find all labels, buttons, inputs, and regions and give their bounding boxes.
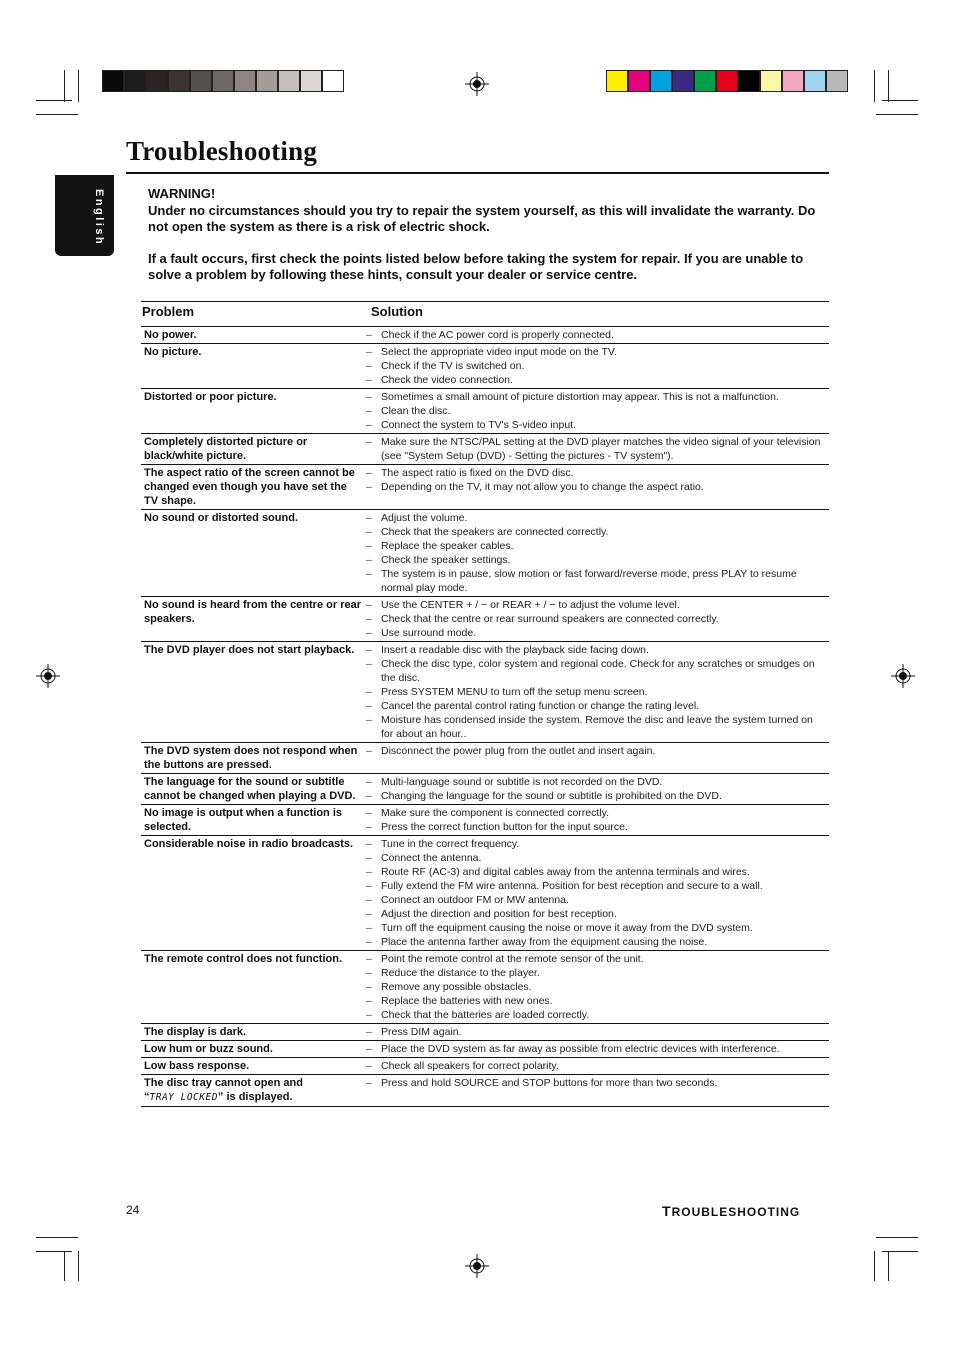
table-row (141, 642, 829, 743)
color-swatch (628, 70, 650, 92)
table-row (141, 510, 829, 597)
solution-text: Check the video connection. (381, 374, 513, 386)
solution-cell (362, 345, 829, 387)
dash-bullet-icon: – (366, 852, 372, 864)
dash-bullet-icon: – (366, 908, 372, 920)
color-swatch (650, 70, 672, 92)
solution-text: Disconnect the power plug from the outlet and insert again. (381, 745, 656, 757)
problem-cell: The language for the sound or subtitle cannot be changed when playing a DVD. (144, 776, 356, 802)
solution-item (366, 435, 829, 463)
solution-text: Tune in the correct frequency. (381, 838, 520, 850)
solution-text: Sometimes a small amount of picture distortion may appear. This is not a malfunction. (381, 391, 779, 403)
solution-text: Use the CENTER + / − or REAR + / − to adjust the volume level. (381, 599, 680, 611)
color-swatch (102, 70, 124, 92)
color-swatch (256, 70, 278, 92)
title-rule (126, 172, 829, 174)
solution-item (366, 553, 829, 567)
dash-bullet-icon: – (366, 967, 372, 979)
solution-item (366, 626, 829, 640)
warning-heading: WARNING! (148, 186, 216, 201)
table-row (141, 1058, 829, 1075)
solution-item (366, 373, 829, 387)
dash-bullet-icon: – (366, 627, 372, 639)
solution-cell (362, 466, 829, 508)
table-row (141, 344, 829, 389)
solution-item (366, 612, 829, 626)
color-swatch (212, 70, 234, 92)
solution-item (366, 525, 829, 539)
solution-cell (362, 952, 829, 1022)
problem-cell: The DVD player does not start playback. (144, 644, 355, 656)
dash-bullet-icon: – (366, 1043, 372, 1055)
crop-mark (36, 1237, 78, 1238)
table-row (141, 1075, 829, 1107)
dash-bullet-icon: – (366, 880, 372, 892)
solution-text: Check that the speakers are connected correctly. (381, 526, 609, 538)
solution-text: Connect the antenna. (381, 852, 482, 864)
solution-text: Connect the system to TV's S-video input. (381, 419, 576, 431)
problem-cell: The remote control does not function. (144, 953, 342, 965)
dash-bullet-icon: – (366, 894, 372, 906)
dash-bullet-icon: – (366, 554, 372, 566)
dash-bullet-icon: – (366, 714, 372, 726)
color-swatch (146, 70, 168, 92)
solution-text: Press and hold SOURCE and STOP buttons for more than two seconds. (381, 1077, 718, 1089)
table-row (141, 597, 829, 642)
solution-item (366, 980, 829, 994)
page-number: 24 (126, 1203, 140, 1217)
solution-item (366, 820, 829, 834)
solution-item (366, 539, 829, 553)
registration-mark-icon (465, 1254, 489, 1278)
color-swatch (738, 70, 760, 92)
solution-item (366, 893, 829, 907)
solution-text: Adjust the direction and position for best reception. (381, 908, 617, 920)
dash-bullet-icon: – (366, 613, 372, 625)
solution-item (366, 907, 829, 921)
solution-text: Check if the AC power cord is properly connected. (381, 329, 614, 341)
color-swatch (300, 70, 322, 92)
solution-text: The system is in pause, slow motion or fast forward/reverse mode, press PLAY to resume normal play mode. (381, 568, 797, 594)
solution-cell (362, 511, 829, 595)
registration-mark-icon (891, 664, 915, 688)
crop-mark (36, 1251, 72, 1252)
dash-bullet-icon: – (366, 922, 372, 934)
dash-bullet-icon: – (366, 436, 372, 448)
solution-item (366, 952, 829, 966)
problem-cell: Distorted or poor picture. (144, 391, 277, 403)
table-body (141, 327, 829, 1107)
table-row (141, 951, 829, 1024)
problem-cell: The aspect ratio of the screen cannot be changed even though you have set the TV shape. (144, 467, 355, 507)
dash-bullet-icon: – (366, 686, 372, 698)
language-tab (55, 175, 114, 256)
crop-mark (36, 100, 72, 101)
solution-text: Check if the TV is switched on. (381, 360, 525, 372)
solution-text: Press the correct function button for the input source. (381, 821, 628, 833)
solution-text: Press SYSTEM MENU to turn off the setup menu screen. (381, 686, 648, 698)
color-swatch (190, 70, 212, 92)
solution-text: Use surround mode. (381, 627, 477, 639)
problem-cell: No sound or distorted sound. (144, 512, 298, 524)
solution-text: Turn off the equipment causing the noise or move it away from the DVD system. (381, 922, 753, 934)
solution-item (366, 806, 829, 820)
solution-text: Cancel the parental control rating function or change the rating level. (381, 700, 700, 712)
dash-bullet-icon: – (366, 391, 372, 403)
dash-bullet-icon: – (366, 821, 372, 833)
dash-bullet-icon: – (366, 700, 372, 712)
solution-cell (362, 1076, 829, 1105)
problem-cell: Considerable noise in radio broadcasts. (144, 838, 354, 850)
dash-bullet-icon: – (366, 1077, 372, 1089)
dash-bullet-icon: – (366, 599, 372, 611)
solution-item (366, 1076, 829, 1090)
color-swatch (322, 70, 344, 92)
solution-item (366, 404, 829, 418)
solution-item (366, 657, 829, 685)
solution-item (366, 775, 829, 789)
table-row (141, 836, 829, 951)
dash-bullet-icon: – (366, 866, 372, 878)
solution-text: Insert a readable disc with the playback side facing down. (381, 644, 649, 656)
solution-cell (362, 390, 829, 432)
solution-text: Multi-language sound or subtitle is not recorded on the DVD. (381, 776, 663, 788)
solution-item (366, 598, 829, 612)
dash-bullet-icon: – (366, 568, 372, 580)
table-header (141, 301, 829, 327)
troubleshooting-table (141, 301, 829, 1107)
solution-text: Place the DVD system as far away as possible from electric devices with interference. (381, 1043, 780, 1055)
solution-text: Check the speaker settings. (381, 554, 511, 566)
problem-cell: No image is output when a function is selected. (144, 807, 343, 833)
table-row (141, 1024, 829, 1041)
table-row (141, 805, 829, 836)
dash-bullet-icon: – (366, 360, 372, 372)
problem-column-header: Problem (142, 304, 195, 319)
solution-text: Point the remote control at the remote sensor of the unit. (381, 953, 644, 965)
solution-text: Depending on the TV, it may not allow you to change the aspect ratio. (381, 481, 704, 493)
solution-item (366, 1059, 829, 1073)
table-row (141, 465, 829, 510)
solution-item (366, 390, 829, 404)
solution-text: Check that the batteries are loaded correctly. (381, 1009, 590, 1021)
solution-column-header: Solution (371, 304, 423, 319)
solution-item (366, 685, 829, 699)
solution-text: Place the antenna farther away from the equipment causing the noise. (381, 936, 708, 948)
crop-mark (876, 114, 918, 115)
solution-item (366, 879, 829, 893)
solution-cell (362, 806, 829, 834)
solution-text: Press DIM again. (381, 1026, 462, 1038)
solution-text: Check that the centre or rear surround speakers are connected correctly. (381, 613, 719, 625)
dash-bullet-icon: – (366, 790, 372, 802)
solution-cell (362, 1042, 829, 1056)
registration-mark-icon (36, 664, 60, 688)
solution-item (366, 466, 829, 480)
color-swatch (672, 70, 694, 92)
solution-item (366, 567, 829, 595)
footer-section-initial: T (662, 1203, 672, 1219)
crop-mark (888, 1251, 889, 1281)
solution-text: Make sure the component is connected correctly. (381, 807, 610, 819)
dash-bullet-icon: – (366, 644, 372, 656)
solution-cell (362, 328, 829, 342)
solution-item (366, 1008, 829, 1022)
crop-mark (78, 1251, 79, 1281)
solution-item (366, 851, 829, 865)
dash-bullet-icon: – (366, 745, 372, 757)
warning-text: Under no circumstances should you try to repair the system yourself, as this will invalidate the warranty. Do not open the system as there is a risk of electric shock. (148, 203, 816, 234)
dash-bullet-icon: – (366, 467, 372, 479)
solution-item (366, 345, 829, 359)
dash-bullet-icon: – (366, 346, 372, 358)
solution-text: Clean the disc. (381, 405, 451, 417)
solution-cell (362, 1059, 829, 1073)
solution-item (366, 789, 829, 803)
dash-bullet-icon: – (366, 512, 372, 524)
solution-cell (362, 744, 829, 772)
color-swatch (234, 70, 256, 92)
solution-cell (362, 1025, 829, 1039)
problem-cell: Low bass response. (144, 1060, 250, 1072)
solution-text: Make sure the NTSC/PAL setting at the DVD player matches the video signal of your television (see "System Setup (DVD) - Setting the pictures - TV system"). (381, 436, 821, 462)
solution-item (366, 511, 829, 525)
dash-bullet-icon: – (366, 405, 372, 417)
color-swatch (124, 70, 146, 92)
solution-cell (362, 598, 829, 640)
color-swatch (606, 70, 628, 92)
dash-bullet-icon: – (366, 936, 372, 948)
solution-item (366, 418, 829, 432)
crop-mark (78, 70, 79, 102)
dash-bullet-icon: – (366, 526, 372, 538)
solution-cell (362, 435, 829, 463)
table-row (141, 1041, 829, 1058)
solution-item (366, 480, 829, 494)
solution-text: Reduce the distance to the player. (381, 967, 540, 979)
dash-bullet-icon: – (366, 981, 372, 993)
solution-text: Replace the speaker cables. (381, 540, 514, 552)
footer-section-rest: ROUBLESHOOTING (671, 1205, 801, 1219)
dash-bullet-icon: – (366, 540, 372, 552)
solution-item (366, 935, 829, 949)
color-swatch (782, 70, 804, 92)
solution-item (366, 865, 829, 879)
problem-cell: No power. (144, 329, 197, 341)
color-swatch-bar (606, 70, 848, 92)
problem-cell: Completely distorted picture or black/white picture. (144, 436, 308, 462)
color-swatch (804, 70, 826, 92)
solution-item (366, 643, 829, 657)
crop-mark (874, 1251, 875, 1281)
color-swatch (278, 70, 300, 92)
solution-text: The aspect ratio is fixed on the DVD disc. (381, 467, 574, 479)
crop-mark (64, 70, 65, 102)
solution-item (366, 328, 829, 342)
color-swatch (760, 70, 782, 92)
solution-item (366, 744, 829, 758)
table-row (141, 389, 829, 434)
fault-instructions: If a fault occurs, first check the points listed below before taking the system for repair. If you are unable to solve a problem by following these hints, consult your dealer or service centre. (148, 251, 804, 282)
dash-bullet-icon: – (366, 838, 372, 850)
dash-bullet-icon: – (366, 329, 372, 341)
solution-item (366, 994, 829, 1008)
display-message-text: TRAY LOCKED (149, 1092, 218, 1103)
solution-text: Route RF (AC-3) and digital cables away from the antenna terminals and wires. (381, 866, 750, 878)
problem-cell: No picture. (144, 346, 202, 358)
registration-mark-icon (465, 72, 489, 96)
solution-text: Remove any possible obstacles. (381, 981, 532, 993)
dash-bullet-icon: – (366, 953, 372, 965)
dash-bullet-icon: – (366, 419, 372, 431)
solution-text: Connect an outdoor FM or MW antenna. (381, 894, 569, 906)
table-row (141, 743, 829, 774)
dash-bullet-icon: – (366, 807, 372, 819)
page-title: Troubleshooting (126, 136, 318, 166)
solution-item (366, 921, 829, 935)
dash-bullet-icon: – (366, 481, 372, 493)
dash-bullet-icon: – (366, 1060, 372, 1072)
problem-suffix: ” is displayed. (217, 1091, 293, 1103)
grayscale-swatch-bar (102, 70, 344, 92)
problem-cell: The display is dark. (144, 1026, 247, 1038)
crop-mark (874, 70, 875, 102)
dash-bullet-icon: – (366, 374, 372, 386)
dash-bullet-icon: – (366, 776, 372, 788)
solution-cell (362, 643, 829, 741)
crop-mark (64, 1251, 65, 1281)
solution-text: Changing the language for the sound or subtitle is prohibited on the DVD. (381, 790, 722, 802)
solution-text: Check all speakers for correct polarity. (381, 1060, 559, 1072)
problem-cell (141, 1076, 362, 1105)
solution-item (366, 1042, 829, 1056)
solution-item (366, 1025, 829, 1039)
dash-bullet-icon: – (366, 1009, 372, 1021)
solution-text: Select the appropriate video input mode on the TV. (381, 346, 617, 358)
solution-text: Moisture has condensed inside the system. Remove the disc and leave the system turned on for about an hour.. (381, 714, 813, 740)
solution-item (366, 699, 829, 713)
problem-cell: No sound is heard from the centre or rear speakers. (144, 599, 361, 625)
table-row (141, 774, 829, 805)
solution-cell (362, 837, 829, 949)
solution-item (366, 837, 829, 851)
problem-text: The disc tray cannot open and (144, 1077, 303, 1089)
solution-text: Fully extend the FM wire antenna. Position for best reception and secure to a wall. (381, 880, 763, 892)
solution-text: Adjust the volume. (381, 512, 468, 524)
table-row (141, 327, 829, 344)
crop-mark (36, 114, 78, 115)
solution-item (366, 966, 829, 980)
language-tab-label: English (93, 189, 105, 247)
problem-quote-open: “ (144, 1091, 150, 1103)
color-swatch (716, 70, 738, 92)
solution-item (366, 359, 829, 373)
solution-item (366, 713, 829, 741)
solution-text: Check the disc type, color system and regional code. Check for any scratches or smudges on the disc. (381, 658, 815, 684)
footer-section-title (662, 1203, 800, 1219)
color-swatch (694, 70, 716, 92)
color-swatch (168, 70, 190, 92)
dash-bullet-icon: – (366, 1026, 372, 1038)
problem-cell: The DVD system does not respond when the buttons are pressed. (144, 745, 358, 771)
solution-text: Replace the batteries with new ones. (381, 995, 553, 1007)
solution-cell (362, 775, 829, 803)
crop-mark (888, 70, 889, 102)
dash-bullet-icon: – (366, 995, 372, 1007)
problem-cell: Low hum or buzz sound. (144, 1043, 273, 1055)
table-row (141, 434, 829, 465)
dash-bullet-icon: – (366, 658, 372, 670)
crop-mark (876, 1237, 918, 1238)
color-swatch (826, 70, 848, 92)
